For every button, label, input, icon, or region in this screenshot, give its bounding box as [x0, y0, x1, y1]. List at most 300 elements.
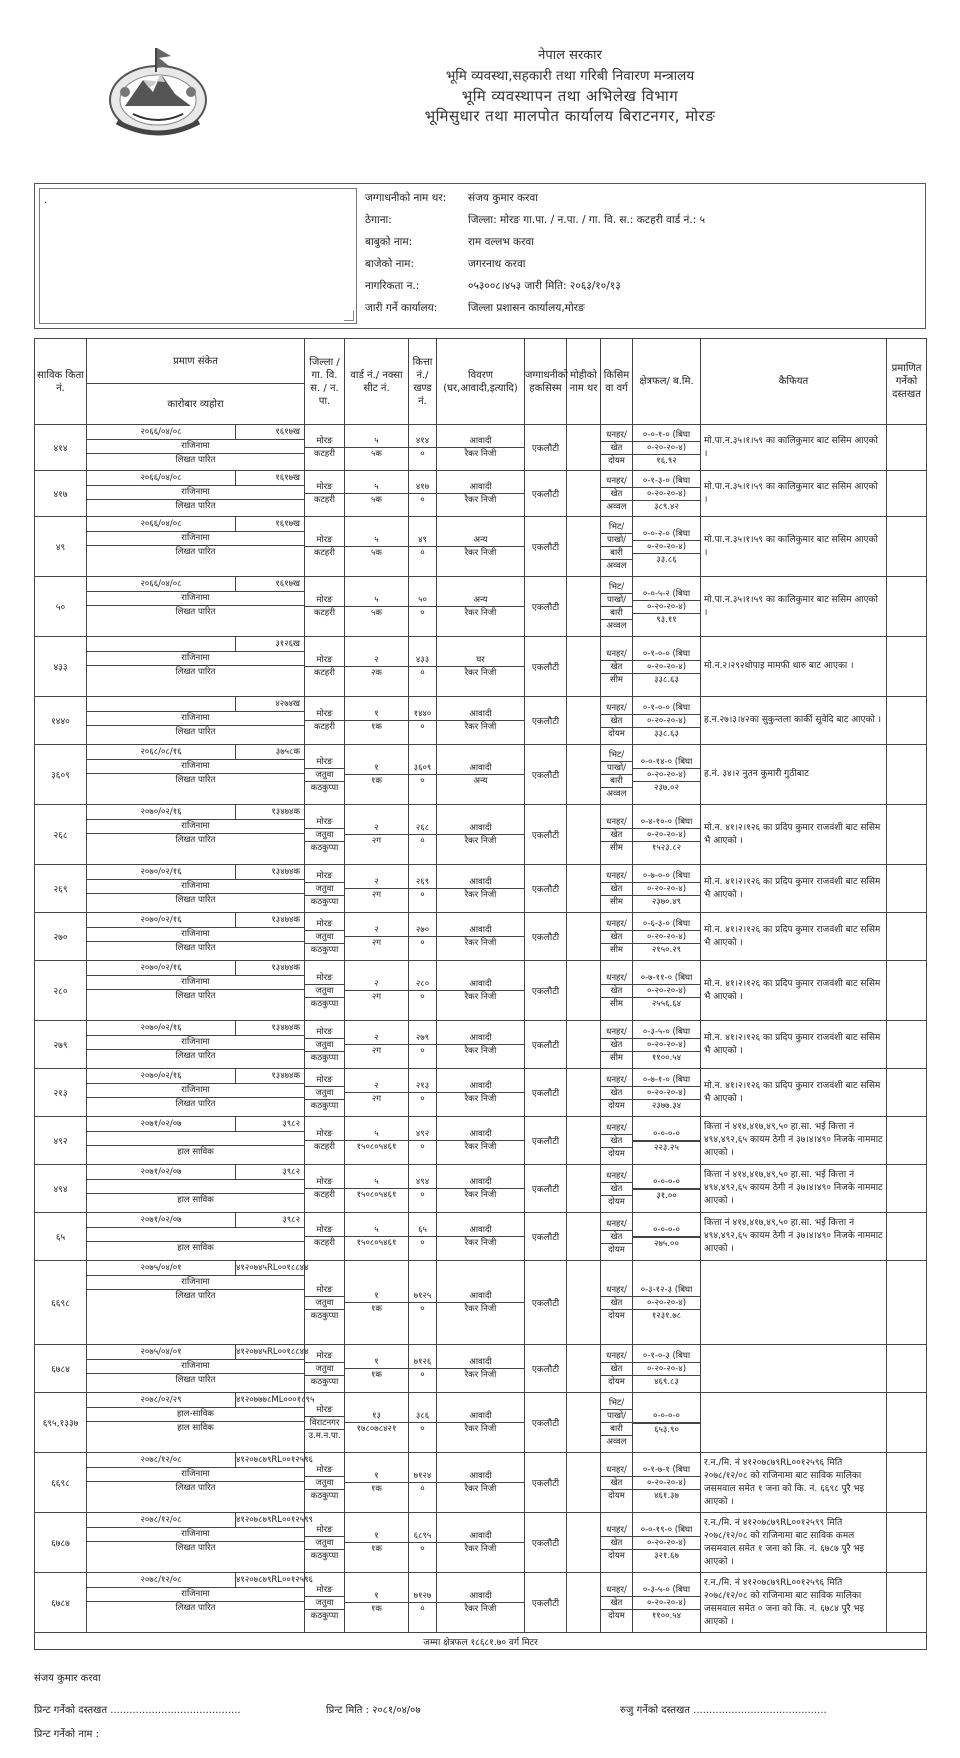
table-row — [35, 1513, 927, 1573]
cell-kitta — [409, 1069, 437, 1117]
cell-kitta-line: ७१२७ — [409, 1590, 436, 1603]
cell-jilla-line: कठकुप्पा — [310, 1100, 339, 1111]
cell-pramanit — [887, 1513, 927, 1573]
cell-ward — [345, 1345, 409, 1393]
cell-hak: एकलौटी — [525, 1345, 567, 1393]
cell-area-line: ०-३-५-० (बिघा — [633, 1584, 700, 1597]
cell-kisim-line: धनहर/ — [601, 972, 632, 985]
cell-area-line: ०-०-०-० — [633, 1128, 700, 1141]
cell-area-line: ०-७-०-० (बिघा — [633, 870, 700, 883]
cell-area-line: १५२३.८२ — [651, 842, 682, 853]
table-row — [35, 1393, 927, 1453]
cell-ward-line: २ग — [371, 890, 382, 900]
header-ward: वार्ड नं./ नक्सा सीट नं. — [345, 339, 409, 425]
cell-area-line: ०-२०-२०-४) — [633, 715, 700, 728]
cell-kitta-line: ३६०९ — [409, 762, 436, 775]
transaction-line: राजिनामा — [87, 1468, 304, 1482]
header-mohi: मोहीको नाम थर — [567, 339, 601, 425]
cell-kitta-line: ६५ — [409, 1224, 436, 1237]
cell-transaction — [87, 1213, 305, 1261]
cell-area-line: ०-१-३-० (बिघा — [633, 475, 700, 488]
cell-kisim-line: खेत — [601, 1087, 632, 1100]
cell-ward-line: ५क — [371, 608, 382, 618]
cell-kisim-line: अव्वल — [606, 621, 627, 631]
cell-jilla-line: जतुवा — [305, 985, 344, 998]
transaction-date: २०६६/०४/०८ — [140, 519, 182, 529]
transaction-date: २०७१/०२/०७ — [140, 1215, 182, 1225]
transaction-number: १३४७४क — [235, 1021, 304, 1035]
table-row — [35, 1069, 927, 1117]
cell-jilla-line: मोरङ — [305, 435, 344, 448]
cell-bibaran-line: रैकर निजी — [464, 449, 497, 459]
transaction-line: लिखत पारित — [175, 727, 216, 737]
cell-area-line: २१५०.२९ — [651, 944, 682, 955]
table-row — [35, 637, 927, 697]
header-hakkisim: जग्गाधनीको हकसिस्म — [525, 339, 567, 425]
cell-kisim — [601, 471, 633, 517]
cell-transaction — [87, 471, 305, 517]
cell-jilla-line: मोरङ — [305, 654, 344, 667]
transaction-head — [87, 1513, 313, 1528]
cell-kitta-line: ४३३ — [409, 654, 436, 667]
transaction-line: राजिनामा — [87, 928, 304, 942]
cell-bibaran — [437, 1573, 525, 1633]
cell-bibaran — [437, 1117, 525, 1165]
transaction-date: २०७०/०२/१६ — [140, 963, 182, 973]
cell-area — [633, 805, 701, 865]
cell-bibaran-line: रैकर निजी — [464, 1604, 497, 1614]
cell-remarks: मो.न. ४१।२।१२६ का प्रदिप कुमार राजवंशी बाट ससिम भै आएको । — [701, 913, 887, 961]
transaction-date: २०६६/०४/०८ — [140, 473, 182, 483]
cell-transaction — [87, 1069, 305, 1117]
cell-bibaran-line: आवादी — [437, 1032, 524, 1045]
cell-jilla-line: मोरङ — [305, 534, 344, 547]
cell-pramanit — [887, 865, 927, 913]
cell-jilla-line: जतुवा — [305, 931, 344, 944]
cell-jilla-line: कटहरी — [313, 668, 335, 678]
cell-jilla — [305, 961, 345, 1021]
cell-remarks: मो.न. ४१।२।१२६ का प्रदिप कुमार राजवंशी बाट ससिम भै आएको । — [701, 865, 887, 913]
transaction-number: ४१२०७८७९RL००१२५९६ — [236, 1455, 313, 1465]
cell-kisim-line: खेत — [601, 1363, 632, 1376]
cell-transaction — [87, 637, 305, 697]
cell-area-line: ०-०-०-० — [633, 1410, 700, 1423]
cell-kisim — [601, 1261, 633, 1345]
cell-bibaran-line: रैकर निजी — [464, 938, 497, 948]
transaction-line: लिखत पारित — [175, 667, 216, 677]
footer-print-sign: प्रिन्ट गर्नेको दस्तखत ......................................... — [34, 1705, 241, 1716]
cell-pramanit — [887, 805, 927, 865]
cell-kisim-line: दोयम — [608, 1310, 625, 1321]
cell-kitta-line: ० — [420, 1238, 425, 1248]
cell-pramanit — [887, 1453, 927, 1513]
cell-sabik: २८० — [35, 961, 87, 1021]
cell-kisim-line: सीम — [609, 896, 624, 907]
transaction-line: लिखत पारित — [175, 895, 216, 905]
cell-hak: एकलौटी — [525, 1513, 567, 1573]
cell-jilla-line: कटहरी — [313, 495, 335, 505]
cell-ward-line: ५ — [345, 594, 408, 607]
cell-kisim — [601, 1393, 633, 1453]
footer-printer-name: प्रिन्ट गर्नेको नाम : — [34, 1729, 99, 1740]
header-kisim: किसिम वा वर्ग — [601, 339, 633, 425]
cell-jilla-line: कटहरी — [313, 1238, 335, 1248]
cell-ward-line: १क — [371, 776, 382, 786]
cell-sabik: ६७८७ — [35, 1513, 87, 1573]
cell-area-line: ०-२०-२०-४) — [633, 985, 700, 998]
cell-kisim-line: धनहर/ — [601, 816, 632, 829]
cell-remarks: मो.पा.न.३५।१।५९ का कालिकुमार बाट ससिम आएको । — [701, 577, 887, 637]
cell-area-line: ०-२०-२०-४) — [633, 769, 700, 782]
cell-ward-line: १ — [345, 708, 408, 721]
cell-area — [633, 697, 701, 745]
cell-jilla-line: जतुवा — [305, 1597, 344, 1610]
cell-kisim-line: धनहर/ — [601, 1584, 632, 1597]
cell-area — [633, 1069, 701, 1117]
cell-hak: एकलौटी — [525, 745, 567, 805]
cell-bibaran-line: आवादी — [437, 708, 524, 721]
cell-kisim-line: धनहर/ — [601, 429, 632, 442]
cell-jilla-line: कठकुप्पा — [310, 1610, 339, 1621]
transaction-date: २०६८/०८/१६ — [140, 747, 182, 757]
cell-kisim-line: धनहर/ — [601, 1284, 632, 1297]
cell-hak: एकलौटी — [525, 1117, 567, 1165]
cell-kisim — [601, 1117, 633, 1165]
cell-hak: एकलौटी — [525, 805, 567, 865]
cell-kisim-line: धनहर/ — [601, 1464, 632, 1477]
cell-bibaran-line: रैकर निजी — [464, 1238, 497, 1248]
cell-kisim-line: अव्वल — [606, 789, 627, 799]
cell-sabik: ६६९८ — [35, 1453, 87, 1513]
cell-kisim — [601, 1213, 633, 1261]
cell-area-line: ३३८.६३ — [654, 674, 679, 685]
cell-kisim-line: दोयम — [608, 455, 625, 466]
cell-bibaran-line: रैकर निजी — [464, 836, 497, 846]
cell-kisim-line: दोयम — [608, 1550, 625, 1561]
cell-area-line: १२३१.७८ — [651, 1310, 682, 1321]
header-line: भूमिसुधार तथा मालपोत कार्यालय बिराटनगर, मोरङ — [424, 107, 716, 125]
cell-ward-line: २ग — [371, 1046, 382, 1056]
transaction-number: १३४७४क — [235, 913, 304, 927]
cell-jilla — [305, 1345, 345, 1393]
cell-bibaran-line: रैकर निजी — [464, 1142, 497, 1152]
cell-area — [633, 425, 701, 471]
cell-ward-line: १ — [345, 1530, 408, 1543]
cell-remarks: ह.न.२७।३।४२का सुकुन्तला कार्की सुवेदि बाट आएको । — [701, 697, 887, 745]
cell-kitta — [409, 805, 437, 865]
transaction-date: २०७८/०२/२९ — [140, 1395, 182, 1405]
cell-remarks: मो.पा.न.३५।१।५९ का कालिकुमार बाट ससिम आएको । — [701, 425, 887, 471]
cell-hak: एकलौटी — [525, 1069, 567, 1117]
cell-kisim-line: दोयम — [608, 1244, 625, 1255]
cell-mohi — [567, 1213, 601, 1261]
cell-kitta-line: ३८६ — [409, 1410, 436, 1423]
footer-verify-sign: रुजु गर्नेको दस्तखत .......................................... — [620, 1705, 827, 1716]
cell-bibaran — [437, 1165, 525, 1213]
cell-bibaran-line: रैकर निजी — [464, 722, 497, 732]
cell-area-line: ०-२०-२०-४) — [633, 1537, 700, 1550]
cell-jilla-line: मोरङ — [305, 1404, 344, 1417]
cell-jilla-line: कठकुप्पा — [310, 782, 339, 793]
cell-mohi — [567, 1165, 601, 1213]
cell-area-line: ०-२०-२०-४) — [633, 442, 700, 455]
transaction-head — [87, 805, 304, 820]
cell-kitta-line: ० — [420, 1370, 425, 1380]
table-row — [35, 697, 927, 745]
cell-bibaran-line: रैकर निजी — [464, 1544, 497, 1554]
cell-jilla-line: उ.म.न.पा. — [308, 1430, 341, 1441]
transaction-date: २०७१/०२/०७ — [140, 1119, 182, 1129]
cell-area-line: ११००.५४ — [651, 1610, 682, 1621]
cell-area-line: ४६१.३७ — [654, 1490, 679, 1501]
transaction-head — [87, 425, 304, 440]
cell-mohi — [567, 865, 601, 913]
cell-area — [633, 1513, 701, 1573]
cell-bibaran-line: अन्य — [437, 534, 524, 547]
cell-mohi — [567, 697, 601, 745]
cell-kitta-line: ४९४ — [409, 1176, 436, 1189]
cell-mohi — [567, 1021, 601, 1069]
cell-ward-line: १ — [345, 1356, 408, 1369]
cell-bibaran-line: आवादी — [437, 1128, 524, 1141]
cell-jilla-line: मोरङ — [305, 756, 344, 769]
cell-area-line: ०-२०-२०-४) — [633, 1363, 700, 1376]
cell-sabik: ३६०९ — [35, 745, 87, 805]
cell-remarks: मो.न. ४१।२।१२६ का प्रदिप कुमार राजवंशी बाट ससिम भै आएको । — [701, 1069, 887, 1117]
cell-kitta-line: २७९ — [409, 1032, 436, 1045]
transaction-head — [87, 961, 304, 976]
cell-ward-line: १५०८०५४६१ — [356, 1238, 397, 1248]
cell-kisim-line: पाखो/ — [601, 594, 632, 607]
cell-kitta-line: ० — [420, 992, 425, 1002]
cell-area — [633, 865, 701, 913]
transaction-date: २०६६/०४/०८ — [140, 579, 182, 589]
transaction-head — [87, 637, 304, 652]
cell-area-line: ०-२०-२०-४) — [633, 661, 700, 674]
cell-sabik: २६९ — [35, 865, 87, 913]
cell-bibaran — [437, 1453, 525, 1513]
cell-kisim — [601, 865, 633, 913]
cell-jilla — [305, 577, 345, 637]
table-row — [35, 1345, 927, 1393]
cell-ward — [345, 1261, 409, 1345]
cell-remarks — [701, 1261, 887, 1345]
cell-kitta — [409, 1453, 437, 1513]
cell-kitta-line: २६९ — [409, 876, 436, 889]
transaction-head — [87, 865, 304, 880]
transaction-line: लिखत पारित — [175, 1483, 216, 1493]
owner-info-value: जिल्ला: मोरङ गा.पा. / न.पा. / गा. वि. स.: कटहरी वार्ड नं.: ५ — [468, 214, 706, 226]
cell-jilla-line: कटहरी — [313, 548, 335, 558]
cell-mohi — [567, 637, 601, 697]
cell-bibaran — [437, 1021, 525, 1069]
transaction-number: १३४७४क — [235, 805, 304, 819]
cell-kisim-line: धनहर/ — [601, 1524, 632, 1537]
owner-info-value: राम वल्लभ करवा — [468, 236, 534, 248]
cell-ward-line: १५०८०५४६१ — [356, 1142, 397, 1152]
transaction-line — [87, 1132, 304, 1146]
transaction-line: राजिनामा — [87, 1528, 304, 1542]
cell-hak: एकलौटी — [525, 1393, 567, 1453]
cell-area-line: ०-२०-२०-४) — [633, 1477, 700, 1490]
cell-pramanit — [887, 637, 927, 697]
cell-kitta-line: ० — [420, 1544, 425, 1554]
table-row — [35, 1165, 927, 1213]
cell-ward-line: १क — [371, 1370, 382, 1380]
cell-kisim-line: बारी — [601, 1423, 632, 1436]
cell-ward-line: ५क — [371, 548, 382, 558]
cell-mohi — [567, 1453, 601, 1513]
cell-jilla-line: मोरङ — [305, 1464, 344, 1477]
cell-hak: एकलौटी — [525, 1261, 567, 1345]
cell-pramanit — [887, 1393, 927, 1453]
cell-bibaran-line: रैकर निजी — [464, 608, 497, 618]
cell-kisim-line: धनहर/ — [601, 1122, 632, 1135]
cell-kitta-line: ० — [420, 1484, 425, 1494]
transaction-date: २०७५/०४/०१ — [140, 1347, 182, 1357]
cell-sabik: २७९ — [35, 1021, 87, 1069]
cell-area — [633, 1345, 701, 1393]
header-jilla: जिल्ला / गा. वि. स. / न. पा. — [305, 339, 345, 425]
table-row — [35, 1453, 927, 1513]
cell-bibaran-line: रैकर निजी — [464, 1484, 497, 1494]
transaction-line: हाल साविक — [177, 1243, 214, 1253]
cell-sabik: ४१४ — [35, 425, 87, 471]
cell-hak: एकलौटी — [525, 637, 567, 697]
cell-bibaran — [437, 913, 525, 961]
cell-bibaran — [437, 865, 525, 913]
cell-pramanit — [887, 577, 927, 637]
cell-ward-line: १क — [371, 1604, 382, 1614]
cell-ward — [345, 745, 409, 805]
cell-kisim-line: दोयम — [608, 728, 625, 739]
cell-bibaran-line: आवादी — [437, 822, 524, 835]
table-row — [35, 1213, 927, 1261]
cell-area — [633, 1021, 701, 1069]
cell-kisim-line: खेत — [601, 1231, 632, 1244]
cell-jilla-line: मोरङ — [305, 708, 344, 721]
transaction-head — [87, 1453, 313, 1468]
cell-kitta-line: ० — [420, 938, 425, 948]
header-line: नेपाल सरकार — [538, 48, 602, 63]
cell-bibaran-line: आवादी — [437, 1290, 524, 1303]
cell-area-line: ०-०-५-२ (बिघा — [633, 588, 700, 601]
cell-sabik: २६८ — [35, 805, 87, 865]
transaction-line: लिखत पारित — [175, 1291, 216, 1301]
cell-kisim-line: भिट/ — [601, 521, 632, 534]
cell-sabik: ४३३ — [35, 637, 87, 697]
cell-area — [633, 1393, 701, 1453]
cell-mohi — [567, 961, 601, 1021]
cell-area-line: ३२१.६७ — [654, 1550, 679, 1561]
cell-bibaran — [437, 517, 525, 577]
cell-jilla-line: कटहरी — [313, 722, 335, 732]
cell-area — [633, 1117, 701, 1165]
cell-area-line: २३७७.३४ — [651, 1100, 682, 1111]
transaction-number: ४१२०७८७९RL००१२५९९ — [236, 1515, 313, 1525]
cell-ward — [345, 425, 409, 471]
transaction-date: २०७०/०२/१६ — [140, 867, 182, 877]
total-area: जम्मा क्षेत्रफल १८६८१.७० वर्ग मिटर — [35, 1633, 927, 1650]
cell-area — [633, 1453, 701, 1513]
cell-kisim-line: दोयम — [608, 1196, 625, 1207]
cell-kisim-line: खेत — [601, 661, 632, 674]
cell-jilla-line: कठकुप्पा — [310, 998, 339, 1009]
cell-jilla-line: मोरङ — [305, 1074, 344, 1087]
cell-hak: एकलौटी — [525, 471, 567, 517]
cell-ward-line: २ — [345, 1080, 408, 1093]
cell-jilla-line: मोरङ — [305, 1026, 344, 1039]
transaction-line: लिखत पारित — [175, 991, 216, 1001]
cell-jilla-line: मोरङ — [305, 1350, 344, 1363]
table-row — [35, 1117, 927, 1165]
cell-area-line: ०-६-३-० (बिघा — [633, 918, 700, 931]
cell-area-line: ०-०-१-० (बिघा — [633, 429, 700, 442]
cell-area-line: २३७०.४९ — [651, 896, 682, 907]
cell-kitta-line: ० — [420, 495, 425, 505]
cell-ward-line: २क — [371, 668, 382, 678]
cell-ward-line: ५ — [345, 1224, 408, 1237]
cell-kisim-line: भिट/ — [601, 749, 632, 762]
cell-transaction — [87, 865, 305, 913]
table-row — [35, 961, 927, 1021]
cell-bibaran-line: आवादी — [437, 924, 524, 937]
cell-ward — [345, 805, 409, 865]
cell-transaction — [87, 1165, 305, 1213]
cell-area-line: १६.९२ — [656, 455, 677, 466]
transaction-line: लिखत पारित — [175, 607, 216, 617]
cell-kitta-line: ७१२५ — [409, 1290, 436, 1303]
cell-kisim-line: दोयम — [608, 1376, 625, 1387]
table-row — [35, 805, 927, 865]
cell-kitta-line: ४९ — [409, 534, 436, 547]
transaction-line: राजिनामा — [87, 820, 304, 834]
cell-ward — [345, 1393, 409, 1453]
transaction-date — [87, 637, 235, 651]
cell-kitta-line: ० — [420, 1304, 425, 1314]
cell-kitta-line: ४९२ — [409, 1128, 436, 1141]
photo-area[interactable] — [39, 188, 357, 324]
cell-ward — [345, 517, 409, 577]
cell-bibaran-line: अन्य — [473, 776, 488, 786]
cell-kisim-line: सीम — [609, 842, 624, 853]
cell-kisim-line: खेत — [601, 1597, 632, 1610]
cell-kitta — [409, 1021, 437, 1069]
cell-area-line: ०-२०-२०-४) — [633, 829, 700, 842]
cell-sabik: ४९४ — [35, 1165, 87, 1213]
transaction-head — [87, 471, 304, 486]
cell-kitta-line: ७१२६ — [409, 1356, 436, 1369]
header-pramanit: प्रमाणित गर्नेको दस्तखत — [887, 339, 927, 425]
cell-mohi — [567, 1393, 601, 1453]
cell-sabik: ४९ — [35, 517, 87, 577]
cell-jilla — [305, 805, 345, 865]
cell-kitta-line: ० — [420, 1604, 425, 1614]
cell-kisim — [601, 1069, 633, 1117]
cell-jilla — [305, 865, 345, 913]
transaction-line: लिखत पारित — [175, 1543, 216, 1553]
cell-kitta-line: ० — [420, 548, 425, 558]
cell-kitta-line: ४१४ — [409, 435, 436, 448]
cell-kitta-line: ० — [420, 1046, 425, 1056]
cell-area-line: ०-३-१२-३ (बिघा — [633, 1284, 700, 1297]
cell-jilla-line: मोरङ — [305, 481, 344, 494]
nepal-emblem-icon — [103, 44, 213, 140]
document-header — [0, 0, 960, 180]
cell-sabik: ६५ — [35, 1213, 87, 1261]
transaction-date: २०७५/०४/०१ — [140, 1263, 182, 1273]
cell-pramanit — [887, 1069, 927, 1117]
